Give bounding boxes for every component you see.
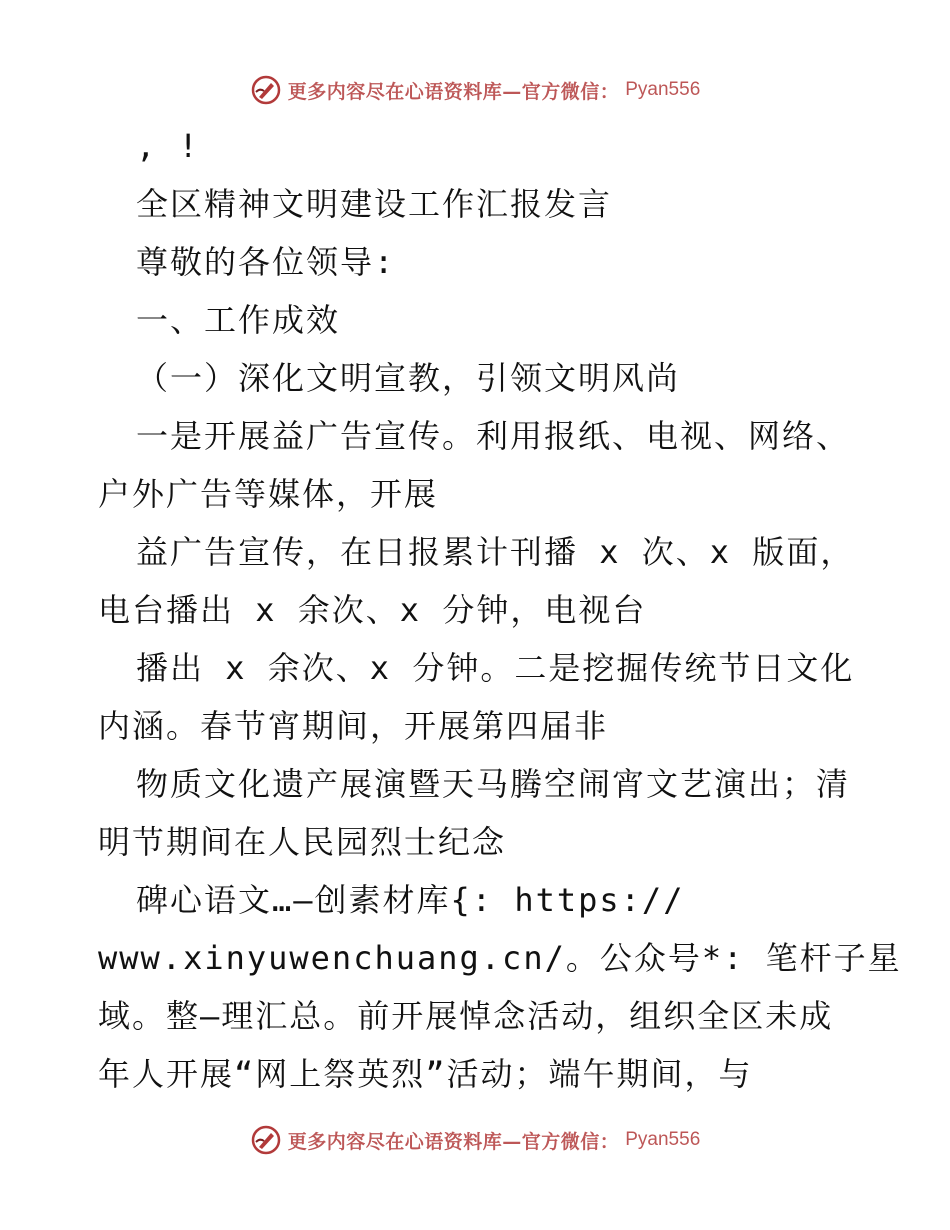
watermark-group (250, 74, 701, 106)
watermark-group (250, 1124, 701, 1156)
paragraph-line: 明节期间在人民园烈士纪念 (98, 823, 507, 861)
paragraph-line: www.xinyuwenchuang.cn/。公众号*: 笔杆子星 (98, 939, 902, 977)
paragraph-line: 一是开展益广告宣传。利用报纸、电视、网络、 (136, 417, 851, 455)
section-heading: 一、工作成效 (136, 301, 341, 339)
paragraph-line: 域。整—理汇总。前开展悼念活动，组织全区未成 (98, 997, 834, 1035)
salutation: 尊敬的各位领导: (136, 243, 396, 281)
subsection-heading: （一）深化文明宣教，引领文明风尚 (136, 359, 681, 397)
footer-watermark (0, 1120, 950, 1160)
header-watermark (0, 70, 950, 110)
text-line: , ! (136, 127, 200, 165)
paragraph-line: 播出 x 余次、x 分钟。二是挖掘传统节日文化 (136, 649, 855, 687)
watermark-account: Pyan556 (625, 79, 701, 100)
paragraph-line: 内涵。春节宵期间，开展第四届非 (98, 707, 609, 745)
pen-logo-icon (250, 1124, 282, 1156)
watermark-account: Pyan556 (625, 1129, 701, 1150)
pen-logo-icon (250, 74, 282, 106)
paragraph-line: 益广告宣传，在日报累计刊播 x 次、x 版面， (136, 533, 855, 571)
paragraph-line: 户外广告等媒体，开展 (98, 475, 439, 513)
paragraph-line: 碑心语文…—创素材库{: https:// (136, 881, 685, 919)
document-title: 全区精神文明建设工作汇报发言 (136, 185, 613, 223)
watermark-text: 更多内容尽在心语资料库—官方微信： (287, 80, 620, 103)
paragraph-line: 年人开展“网上祭英烈”活动；端午期间，与 (98, 1055, 753, 1093)
paragraph-line: 电台播出 x 余次、x 分钟，电视台 (98, 591, 647, 629)
paragraph-line: 物质文化遗产展演暨天马腾空闹宵文艺演出；清 (136, 765, 851, 803)
watermark-text: 更多内容尽在心语资料库—官方微信： (287, 1130, 620, 1153)
